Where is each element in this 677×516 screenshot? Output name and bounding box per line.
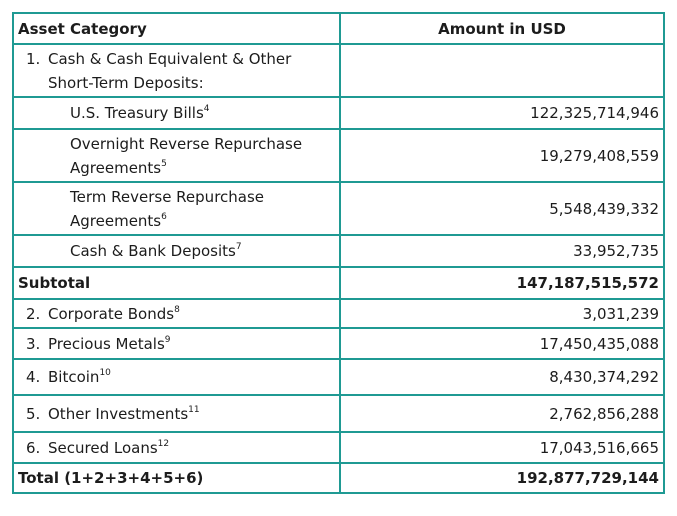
footnote-marker: 11 [188,404,200,415]
amount-value: 122,325,714,946 [340,97,664,129]
section1-title-line2: Short-Term Deposits: [48,73,204,92]
table-row [13,299,664,328]
subitem-treasury-bills [13,97,340,129]
section1-heading-amount-empty [340,44,664,97]
table-row [13,97,664,129]
footnote-marker: 9 [164,334,171,345]
section1-heading-cell [13,44,340,97]
item-number: 2. [26,304,41,323]
item-label: Other Investments [48,404,189,423]
section1-title-line1: Cash & Cash Equivalent & Other [48,49,292,68]
item-label: Bitcoin [48,368,100,386]
item-label: Secured Loans [48,438,158,457]
footnote-marker: 4 [203,104,210,114]
footnote-marker: 6 [161,211,167,222]
subtotal-amount: 147,187,515,572 [340,267,664,299]
subitem-label: Cash & Bank Deposits [70,242,236,260]
asset-table [12,12,665,494]
section1-heading-row [13,44,664,97]
table-row [13,395,664,432]
table-row [13,328,664,359]
item-other-investments [13,395,340,432]
item-bitcoin [13,359,340,395]
header-amount-usd: Amount in USD [340,13,664,44]
subtotal-label: Subtotal [13,267,340,299]
total-label: Total (1+2+3+4+5+6) [13,463,340,493]
subitem-label-line2: Agreements [70,158,162,177]
table-row [13,182,664,235]
subitem-term-reverse-repo [13,182,340,235]
amount-value: 17,043,516,665 [340,432,664,463]
item-label: Precious Metals [48,334,165,353]
section1-number: 1. [26,49,41,68]
table-row [13,432,664,463]
item-corporate-bonds [13,299,340,328]
amount-value: 19,279,408,559 [340,129,664,182]
total-row [13,463,664,493]
header-asset-category: Asset Category [13,13,340,44]
total-amount: 192,877,729,144 [340,463,664,493]
subitem-label-line2: Agreements [70,211,162,230]
footnote-marker: 5 [161,158,167,169]
item-number: 5. [26,404,41,423]
asset-table-container [12,12,665,494]
item-number: 4. [26,368,41,386]
subitem-cash-bank-deposits [13,235,340,267]
footnote-marker: 8 [174,304,180,315]
amount-value: 33,952,735 [340,235,664,267]
subitem-overnight-reverse-repo [13,129,340,182]
header-row [13,13,664,44]
subtotal-row [13,267,664,299]
amount-value: 17,450,435,088 [340,328,664,359]
subitem-label: U.S. Treasury Bills [70,104,204,122]
item-precious-metals [13,328,340,359]
footnote-marker: 12 [157,438,170,449]
amount-value: 3,031,239 [340,299,664,328]
subitem-label: Overnight Reverse Repurchase [70,134,303,153]
table-row [13,129,664,182]
item-secured-loans [13,432,340,463]
footnote-marker: 10 [99,368,111,378]
table-row [13,235,664,267]
item-number: 3. [26,334,41,353]
item-number: 6. [26,438,41,457]
subitem-label: Term Reverse Repurchase [70,187,265,206]
item-label: Corporate Bonds [48,304,175,323]
footnote-marker: 7 [235,242,242,252]
amount-value: 8,430,374,292 [340,359,664,395]
amount-value: 5,548,439,332 [340,182,664,235]
table-row [13,359,664,395]
amount-value: 2,762,856,288 [340,395,664,432]
